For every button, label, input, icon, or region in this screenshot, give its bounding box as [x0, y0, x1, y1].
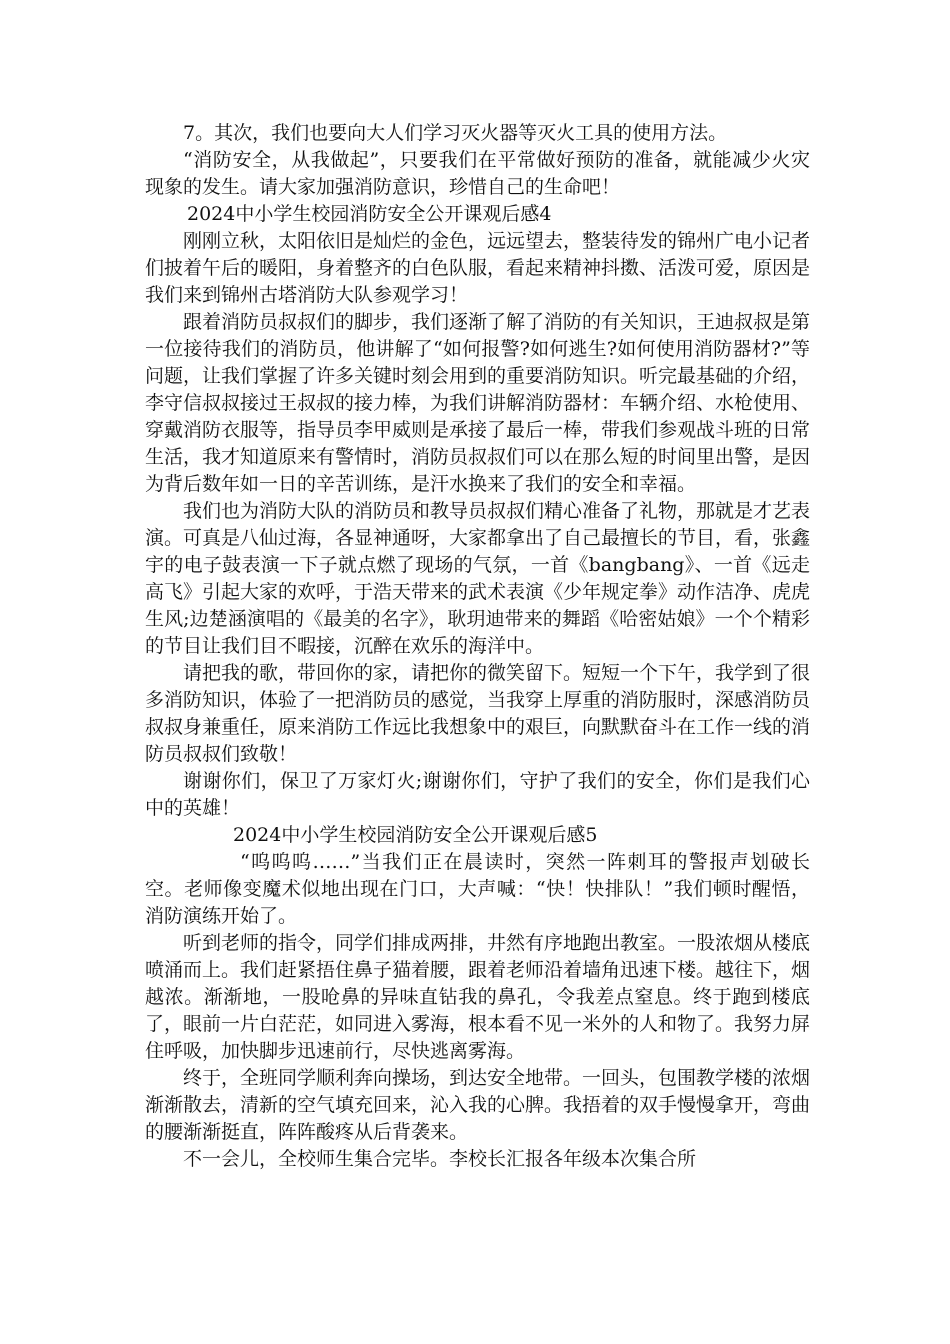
paragraph: “消防安全，从我做起”，只要我们在平常做好预防的准备，就能减少火灾现象的发生。请大家加强消防意识，珍惜自己的生命吧！: [145, 149, 810, 198]
paragraph: 刚刚立秋，太阳依旧是灿烂的金色，远远望去，整装待发的锦州广电小记者们披着午后的暖阳，身着整齐的白色队服，看起来精神抖擞、活泼可爱，原因是我们来到锦州古塔消防大队参观学习！: [145, 230, 811, 306]
paragraph: 我们也为消防大队的消防员和教导员叔叔们精心准备了礼物，那就是才艺表演。可真是八仙过海，各显神通呀，大家都拿出了自己最擅长的节目，看，张鑫宇的电子鼓表演一下子就点燃了现场的气氛，一首《bangbang》、一首《远走高飞》引起大家的欢呼，于浩天带来的武术表演《少年规定拳》动作洁净、虎虎生风;边楚涵演唱的《最美的名字》，耿玥迪带来的舞蹈《哈密姑娘》一个个精彩的节目让我们目不暇接，沉醉在欢乐的海洋中。: [145, 500, 811, 657]
paragraph: “呜呜呜……”当我们正在晨读时，突然一阵刺耳的警报声划破长空。老师像变魔术似地出现在门口，大声喊：“快！快排队！”我们顿时醒悟，消防演练开始了。: [145, 851, 810, 927]
section-title-5: 2024中小学生校园消防安全公开课观后感5: [233, 824, 598, 846]
paragraph: 听到老师的指令，同学们排成两排，井然有序地跑出教室。一股浓烟从楼底喷涌而上。我们赶紧捂住鼻子猫着腰，跟着老师沿着墙角迅速下楼。越往下，烟越浓。渐渐地，一股呛鼻的异味直钻我的鼻孔，令我差点窒息。终于跑到楼底了，眼前一片白茫茫，如同进入雾海，根本看不见一米外的人和物了。我努力屏住呼吸，加快脚步迅速前行，尽快逃离雾海。: [145, 932, 811, 1062]
paragraph: 终于，全班同学顺利奔向操场，到达安全地带。一回头，包围教学楼的浓烟渐渐散去，清新的空气填充回来，沁入我的心脾。我捂着的双手慢慢拿开，弯曲的腰渐渐挺直，阵阵酸疼从后背袭来。: [145, 1067, 811, 1143]
section-title-4: 2024中小学生校园消防安全公开课观后感4: [187, 203, 552, 225]
paragraph: 跟着消防员叔叔们的脚步，我们逐渐了解了消防的有关知识，王迪叔叔是第一位接待我们的消防员，他讲解了“如何报警?如何逃生?如何使用消防器材?”等问题，让我们掌握了许多关键时刻会用到的重要消防知识。听完最基础的介绍，李守信叔叔接过王叔叔的接力棒，为我们讲解消防器材：车辆介绍、水枪使用、穿戴消防衣服等，指导员李甲威则是承接了最后一棒，带我们参观战斗班的日常生活，我才知道原来有警情时，消防员叔叔们可以在那么短的时间里出警，是因为背后数年如一日的辛苦训练，是汗水换来了我们的安全和幸福。: [145, 311, 811, 495]
document-page: [145, 120, 810, 1173]
paragraph: 请把我的歌，带回你的家，请把你的微笑留下。短短一个下午，我学到了很多消防知识，体验了一把消防员的感觉，当我穿上厚重的消防服时，深感消防员叔叔身兼重任，原来消防工作远比我想象中的艰巨，向默默奋斗在工作一线的消防员叔叔们致敬！: [145, 662, 811, 765]
paragraph: 不一会儿，全校师生集合完毕。李校长汇报各年级本次集合所: [183, 1148, 697, 1170]
paragraph: 7。其次，我们也要向大人们学习灭火器等灭火工具的使用方法。: [183, 122, 728, 144]
paragraph: 谢谢你们，保卫了万家灯火;谢谢你们，守护了我们的安全，你们是我们心中的英雄！: [145, 770, 810, 819]
